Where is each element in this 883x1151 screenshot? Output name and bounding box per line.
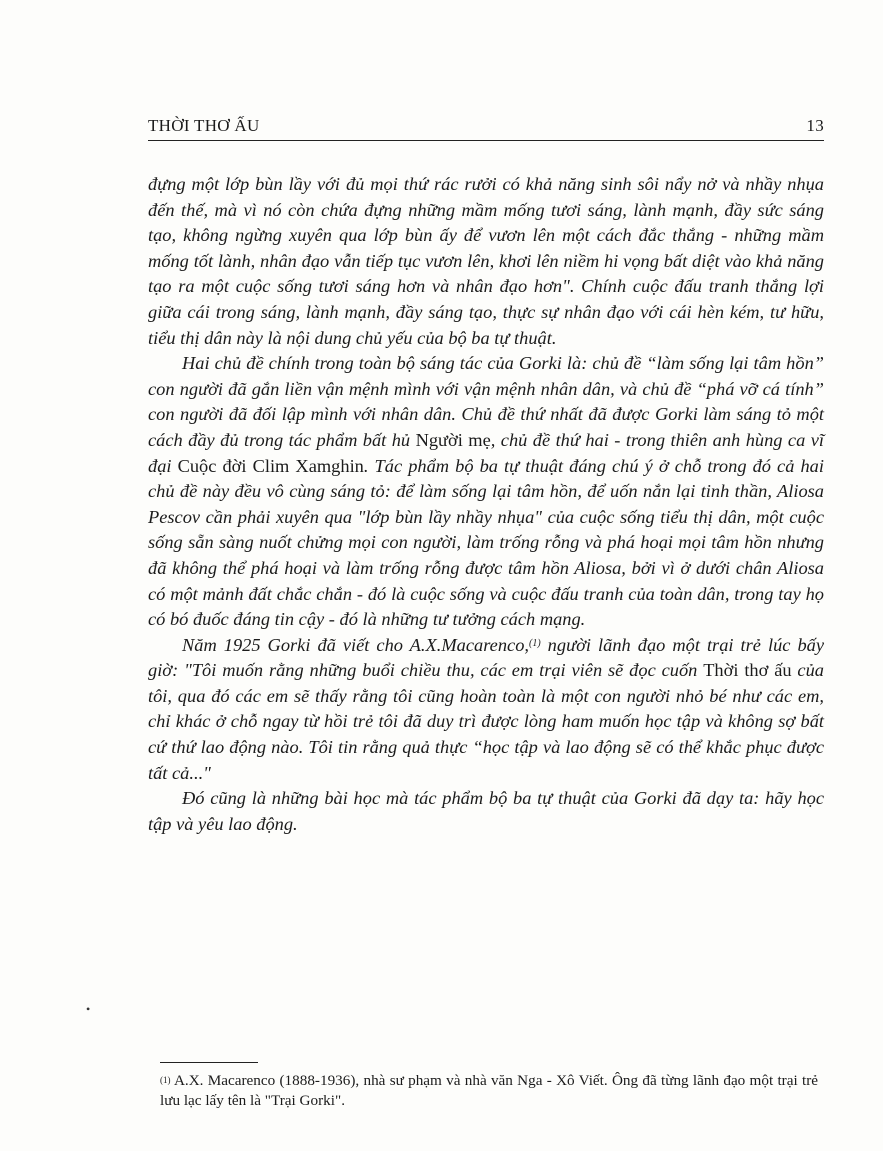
- text-segment: đựng một lớp bùn lầy với đủ mọi thứ rác rưởi có khả năng sinh sôi nẩy nở và nhầy nhụa đến thế, mà vì nó còn chứa đựng những mầm mống tươi sáng, lành mạnh, đầy sức sáng tạo, không ngừng xuyên qua lớp bùn ấy để vươn lên một cách đắc thắng - những mầm mống tốt lành, nhân đạo vẫn tiếp tục vươn lên, khơi lên niềm hi vọng bất diệt vào khả năng tạo ra một cuộc sống tươi sáng hơn và nhân đạo hơn". Chính cuộc đấu tranh thắng lợi giữa cái trong sáng, lành mạnh, đầy sáng tạo, thực sự nhân đạo với cái hèn kém, tư hữu, tiểu thị dân này là nội dung chủ yếu của bộ ba tự thuật.: [148, 174, 824, 348]
- footnote-marker: (1): [160, 1075, 171, 1085]
- header-rule: [148, 140, 824, 141]
- text-segment: Đó cũng là những bài học mà tác phẩm bộ ba tự thuật của Gorki đã dạy ta: hãy học tập và yêu lao động.: [148, 788, 824, 834]
- body-paragraph: [148, 351, 824, 633]
- chapter-title: THỜI THƠ ẤU: [148, 116, 260, 135]
- book-title: Cuộc đời Clim Xamghin: [177, 455, 364, 476]
- footnote-text: A.X. Macarenco (1888-1936), nhà sư phạm và nhà văn Nga - Xô Viết. Ông đã từng lãnh đạo một trại trẻ lưu lạc lấy tên là "Trại Gorki".: [160, 1072, 818, 1109]
- body-paragraph: [148, 633, 824, 787]
- footnote-rule: [160, 1062, 258, 1063]
- body-text: [148, 172, 824, 837]
- page-number: 13: [806, 116, 824, 135]
- text-segment: của tôi, qua đó các em sẽ thấy rằng tôi cũng hoàn toàn là một con người nhỏ bé như các em, chỉ khác ở chỗ ngay từ hồi trẻ tôi đã duy trì được lòng ham muốn học tập và không sợ bất cứ thứ lao động nào. Tôi tin rằng quả thực “học tập và lao động sẽ có thể khắc phục được tất cả...": [148, 660, 824, 783]
- text-segment: , chủ đề thứ hai - trong thiên anh hùng ca vĩ đại: [148, 429, 824, 476]
- book-title: Thời thơ ấu: [703, 660, 792, 681]
- text-segment: Năm 1925 Gorki đã viết cho A.X.Macarenco,: [182, 634, 529, 655]
- footnote-reference: (1): [529, 637, 541, 649]
- text-segment: người lãnh đạo một trại trẻ lúc bấy giờ: "Tôi muốn rằng những buổi chiều thu, các em trại viên sẽ đọc cuốn: [148, 634, 825, 681]
- body-paragraph: [148, 172, 824, 351]
- body-paragraph: [148, 786, 824, 837]
- text-segment: . Tác phẩm bộ ba tự thuật đáng chú ý ở chỗ trong đó cả hai chủ đề này đều vô cùng sáng tỏ: để làm sống lại tâm hồn, để uốn nắn lại tinh thần, Aliosa Pescov cần phải xuyên qua "lớp bùn lầy nhầy nhụa" của cuộc sống tiểu thị dân, một cuộc sống sẵn sàng nuốt chửng mọi con người, làm trống rỗng và phá hoại mọi tâm hồn nhưng đã không thể phá hoại và làm trống rỗng được tâm hồn Aliosa, bởi vì ở dưới chân Aliosa có một mảnh đất chắc chắn - đó là cuộc sống và cuộc đấu tranh của toàn dân, trong tay họ có bó đuốc đáng tin cậy - đó là những tư tưởng cách mạng.: [148, 455, 824, 630]
- book-title: Người mẹ: [415, 429, 491, 450]
- text-segment: Hai chủ đề chính trong toàn bộ sáng tác của Gorki là: chủ đề “làm sống lại tâm hồn” con người đã gắn liền vận mệnh mình với vận mệnh nhân dân, và chủ đề “phá vỡ cá tính” con người đã đối lập mình với nhân dân. Chủ đề thứ nhất đã được Gorki làm sáng tỏ một cách đầy đủ trong tác phẩm bất hủ: [148, 353, 824, 450]
- footnote: [160, 1071, 818, 1111]
- scan-speck: •: [86, 1002, 91, 1016]
